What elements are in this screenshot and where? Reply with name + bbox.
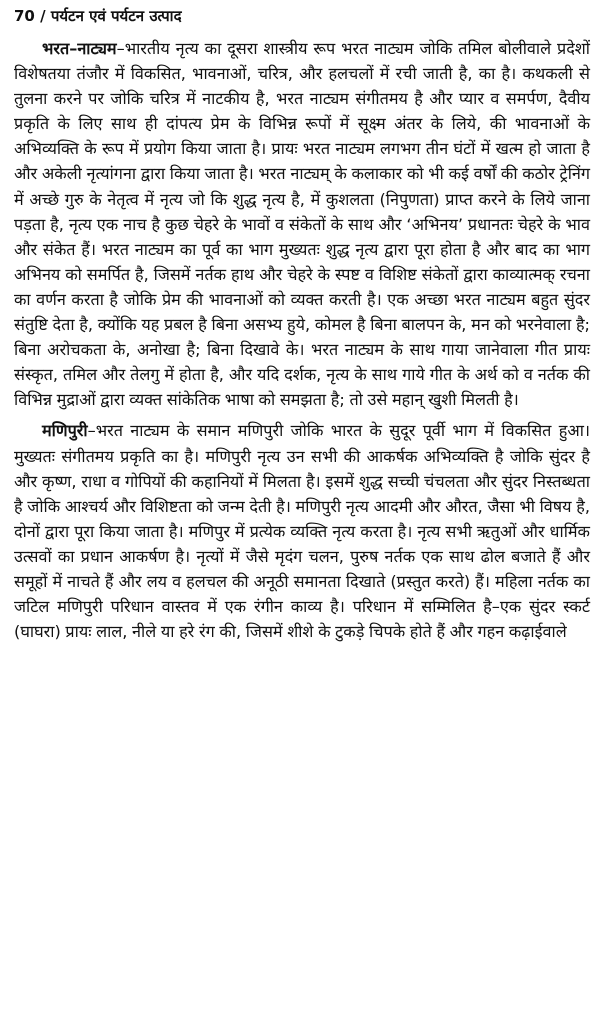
paragraph-manipuri [14, 418, 590, 644]
paragraph-text-manipuri: भरत नाट्यम के समान मणिपुरी जोकि भारत के सुदूर पूर्वी भाग में विकसित हुआ। मुख्यतः संगीतमय प्रकृति का है। मणिपुरी नृत्य उन सभी की आकर्षक अभिव्यक्ति है जोकि सुंदर है और कृष्ण, राधा व गोपियों की कहानियों में मिलता है। इसमें शुद्ध सच्ची चंचलता और सुंदर निस्तब्धता है जोकि आश्चर्य और विशिष्टता को जन्म देती है। मणिपुरी नृत्य आदमी और औरत, जैसा भी विषय है, दोनों द्वारा पूरा किया जाता है। मणिपुर में प्रत्येक व्यक्ति नृत्य करता है। नृत्य सभी ऋतुओं और धार्मिक उत्सवों का प्रधान आकर्षण है। नृत्यों में जैसे मृदंग चलन, पुरुष नर्तक एक साथ ढोल बजाते हैं और समूहों में नाचते हैं और लय व हलचल की अनूठी समानता दिखाते (प्रस्तुत करते) हैं। महिला नर्तक का जटिल मणिपुरी परिधान वास्तव में एक रंगीन काव्य है। परिधान में सम्मिलित है–एक सुंदर स्कर्ट (घाघरा) प्रायः लाल, नीले या हरे रंग की, जिसमें शीशे के टुकड़े चिपके होते हैं और गहन कढ़ाईवाले [14, 421, 590, 642]
section-heading-bharatanatyam: भरत–नाट्यम [42, 39, 117, 58]
running-header [14, 6, 590, 26]
header-separator: / [40, 7, 46, 25]
section-heading-manipuri: मणिपुरी [42, 421, 88, 441]
page-number: 70 [14, 7, 35, 25]
paragraph-bharatanatyam [14, 36, 590, 412]
heading-dash: – [116, 39, 125, 58]
paragraph-text-bharatanatyam: भारतीय नृत्य का दूसरा शास्त्रीय रूप भरत नाट्यम जोकि तमिल बोलीवाले प्रदेशों विशेषतया तंजौर में विकसित, भावनाओं, चरित्र, और हलचलों में रची जाती है, का है। कथकली से तुलना करने पर जोकि चरित्र में नाटकीय है, भरत नाट्यम संगीतमय है और प्यार व समर्पण, दैवीय प्रकृति के लिए साथ ही दांपत्य प्रेम के विभिन्न रूपों में सूक्ष्म अंतर के लिये, की भावनाओं के अभिव्यक्ति के रूप में प्रयोग किया जाता है। प्रायः भरत नाट्यम लगभग तीन घंटों में खत्म हो जाता है और अकेली नृत्यांगना द्वारा किया जाता है। भरत नाट्यम् के कलाकार को भी कई वर्षों की कठोर ट्रेनिंग में अच्छे गुरु के नेतृत्व में नृत्य जो कि शुद्ध नृत्य है, में कुशलता (निपुणता) प्राप्त करने के लिये जाना पड़ता है, नृत्य एक नाच है कुछ चेहरे के भावों व संकेतों के साथ और ‘अभिनय’ प्रधानतः चेहरे के भाव और संकेत हैं। भरत नाट्यम का पूर्व का भाग मुख्यतः शुद्ध नृत्य द्वारा पूरा होता है और बाद का भाग अभिनय को समर्पित है, जिसमें नर्तक हाथ और चेहरे के स्पष्ट व विशिष्ट संकेतों द्वारा काव्यात्मक् रचना का वर्णन करता है जोकि प्रेम की भावनाओं को व्यक्त करती है। एक अच्छा भरत नाट्यम बहुत सुंदर संतुष्टि देता है, क्योंकि यह प्रबल है बिना असभ्य हुये, कोमल है बिना बालपन के, मन को भरनेवाला है; बिना अरोचकता के, अनोखा है; बिना दिखावे के। भरत नाट्यम के साथ गाया जानेवाला गीत प्रायः संस्कृत, तमिल और तेलगु में होता है, और यदि दर्शक, नृत्य के साथ गाये गीत के अर्थ को व नर्तक की विभिन्न मुद्राओं द्वारा व्यक्त सांकेतिक भाषा को समझता है; तो उसे महान् खुशी मिलती है। [14, 39, 590, 410]
heading-dash: – [87, 421, 96, 441]
book-title: पर्यटन एवं पर्यटन उत्पाद [50, 7, 182, 25]
